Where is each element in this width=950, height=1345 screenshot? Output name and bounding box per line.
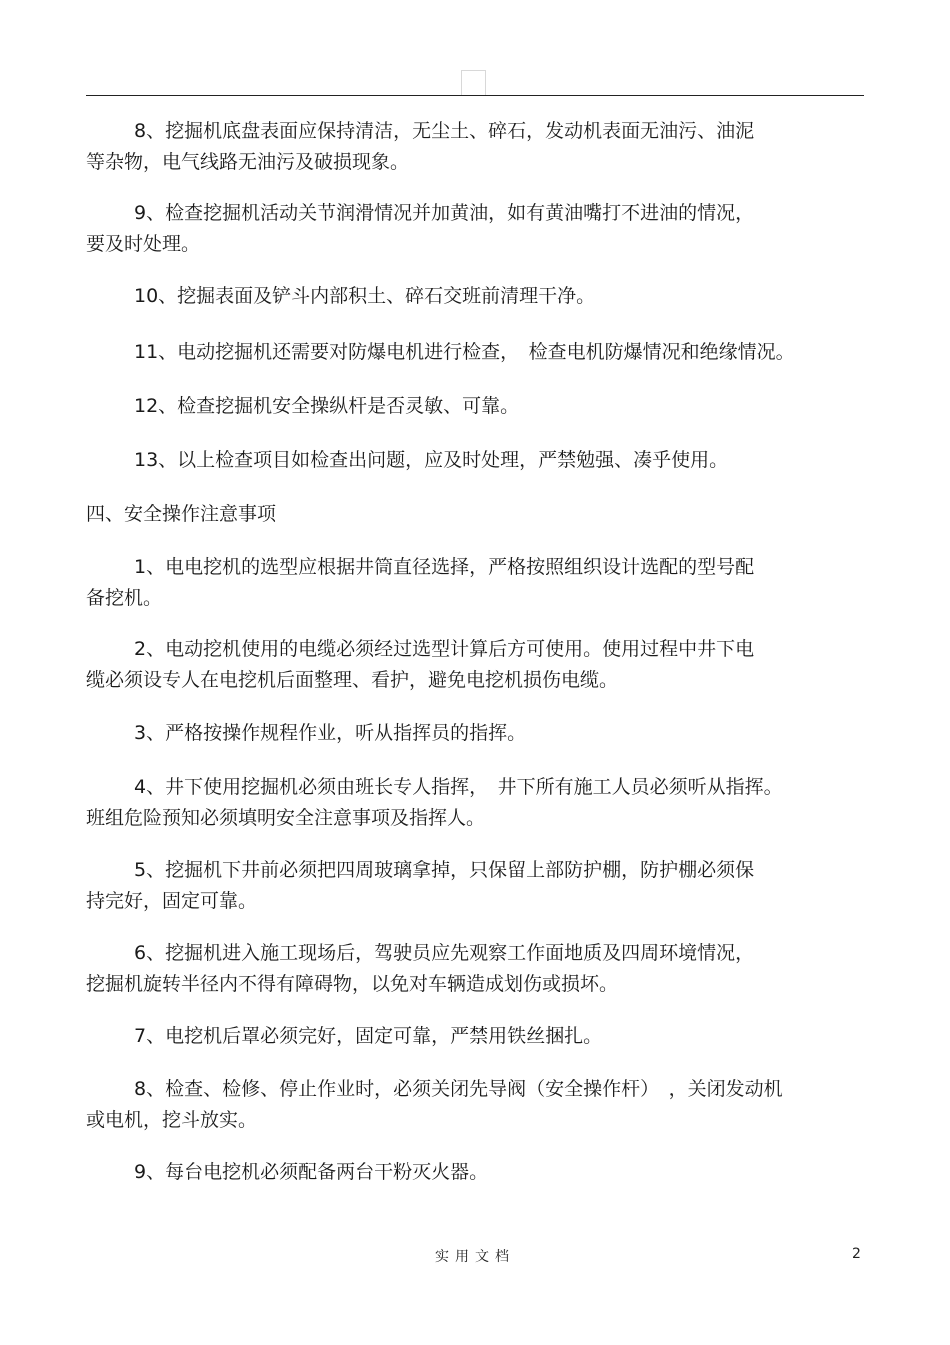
safety-item-6: 6、挖掘机进入施工现场后，驾驶员应先观察工作面地质及四周环境情况， 挖掘机旋转半径内不得有障碍物，以免对车辆造成划伤或损坏。 [86,942,755,995]
safety-item-3: 3、严格按操作规程作业，听从指挥员的指挥。 [134,722,527,744]
section-heading: 四、安全操作注意事项 [86,503,277,525]
safety-item-7: 7、电挖机后罩必须完好，固定可靠，严禁用铁丝捆扎。 [134,1025,603,1047]
paragraph-13: 13、以上检查项目如检查出问题，应及时处理，严禁勉强、凑乎使用。 [134,449,729,471]
paragraph-9: 9、检查挖掘机活动关节润滑情况并加黄油，如有黄油嘴打不进油的情况， 要及时处理。 [86,202,755,255]
safety-item-5: 5、挖掘机下井前必须把四周玻璃拿掉，只保留上部防护棚，防护棚必须保 持完好，固定可靠。 [86,859,755,912]
safety-item-9: 9、每台电挖机必须配备两台干粉灭火器。 [134,1161,489,1183]
safety-item-8: 8、检查、检修、停止作业时，必须关闭先导阀（安全操作杆） ，关闭发动机 或电机，挖斗放实。 [86,1078,783,1131]
paragraph-11: 11、电动挖掘机还需要对防爆电机进行检查， 检查电机防爆情况和绝缘情况。 [134,341,795,363]
footer-text: 实用文档 [435,1249,515,1265]
header-mark [461,70,486,95]
safety-item-1: 1、电电挖机的选型应根据井筒直径选择，严格按照组织设计选配的型号配 备挖机。 [86,556,755,609]
paragraph-8: 8、挖掘机底盘表面应保持清洁，无尘土、碎石，发动机表面无油污、油泥 等杂物，电气线路无油污及破损现象。 [86,120,755,173]
header-rule [86,95,864,96]
safety-item-2: 2、电动挖机使用的电缆必须经过选型计算后方可使用。使用过程中井下电 缆必须设专人在电挖机后面整理、看护，避免电挖机损伤电缆。 [86,638,755,691]
paragraph-12: 12、检查挖掘机安全操纵杆是否灵敏、可靠。 [134,395,520,417]
safety-item-4: 4、井下使用挖掘机必须由班长专人指挥， 井下所有施工人员必须听从指挥。 班组危险预知必须填明安全注意事项及指挥人。 [86,776,783,829]
paragraph-10: 10、挖掘表面及铲斗内部积土、碎石交班前清理干净。 [134,285,596,307]
page-number: 2 [852,1246,861,1262]
